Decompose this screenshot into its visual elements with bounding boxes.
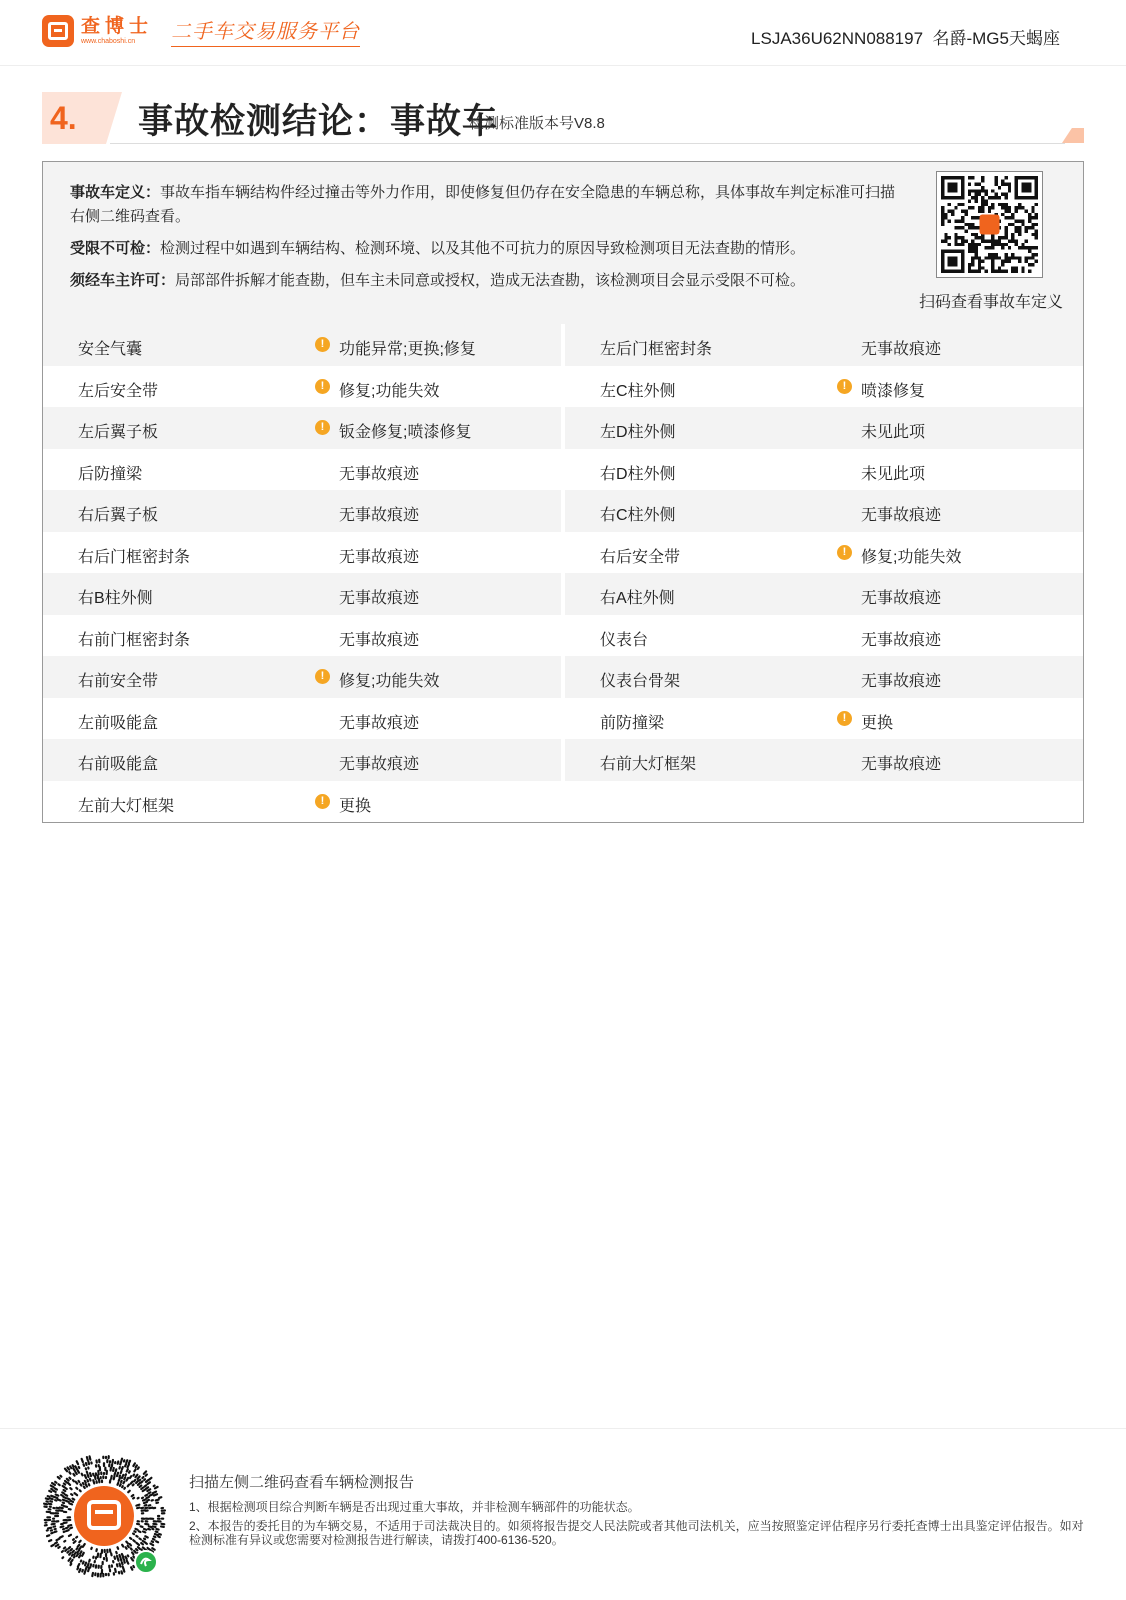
table-row (43, 366, 1083, 408)
inspection-item (565, 449, 1083, 491)
inspection-item (565, 698, 1083, 740)
inspection-item (565, 407, 1083, 449)
item-name: 右前大灯框架 (600, 756, 697, 773)
inspection-item (43, 449, 561, 491)
table-row (43, 656, 1083, 698)
definition-qr-code[interactable] (936, 171, 1043, 278)
item-name: 仪表台骨架 (600, 673, 681, 690)
brand-url: www.chaboshi.cn (81, 38, 136, 45)
item-result: 无事故痕迹 (339, 631, 420, 649)
item-name: 右后安全带 (600, 548, 681, 566)
item-name: 安全气囊 (78, 341, 143, 358)
chaboshi-logo-icon (42, 15, 74, 47)
table-row (43, 781, 1083, 823)
item-result: 无事故痕迹 (339, 548, 420, 566)
table-row (43, 532, 1083, 574)
accident-definition: 事故车定义：事故车指车辆结构件经过撞击等外力作用，即使修复但仍存在安全隐患的车辆总称，具体事故车判定标准可扫描右侧二维码查看。 (70, 184, 896, 225)
inspection-item (43, 615, 561, 657)
inspection-item (43, 573, 561, 615)
exclamation-circle-icon: ! (315, 337, 330, 352)
item-name: 仪表台 (600, 631, 649, 649)
table-row (43, 615, 1083, 657)
item-name: 右A柱外侧 (600, 590, 675, 607)
inspection-table (43, 324, 1083, 822)
item-result: 修复;功能失效 (339, 382, 440, 400)
item-name: 右前门框密封条 (78, 631, 191, 649)
inspection-item (43, 324, 561, 366)
limited-definition: 受限不可检：检测过程中如遇到车辆结构、检测环境、以及其他不可抗力的原因导致检测项目无法查勘的情形。 (70, 240, 806, 257)
inspection-item (565, 781, 1083, 823)
item-name: 前防撞梁 (600, 714, 665, 732)
item-name: 右C柱外侧 (600, 507, 676, 524)
item-result: 修复;功能失效 (861, 548, 962, 566)
definitions-block (43, 162, 1083, 324)
item-name: 左后翼子板 (78, 424, 159, 441)
item-name: 右前吸能盒 (78, 756, 159, 773)
report-mini-program-code[interactable] (42, 1454, 166, 1578)
item-result: 无事故痕迹 (861, 341, 942, 358)
item-result: 无事故痕迹 (339, 590, 420, 607)
inspection-item (565, 656, 1083, 698)
inspection-item (43, 490, 561, 532)
inspection-item (565, 324, 1083, 366)
exclamation-circle-icon: ! (315, 794, 330, 809)
accident-result-panel (42, 161, 1084, 823)
item-name: 右后门框密封条 (78, 548, 191, 566)
page-footer (0, 1428, 1126, 1600)
brand-slogan: 二手车交易服务平台 (171, 15, 360, 47)
item-name: 左前大灯框架 (78, 797, 175, 815)
standard-version: 检测标准版本号V8.8 (469, 115, 605, 132)
table-row (43, 573, 1083, 615)
item-name: 右B柱外侧 (78, 590, 153, 607)
title-divider (110, 143, 1065, 144)
item-result: 无事故痕迹 (339, 756, 420, 773)
table-row (43, 739, 1083, 781)
exclamation-circle-icon: ! (837, 711, 852, 726)
table-row (43, 407, 1083, 449)
item-result: 功能异常;更换;修复 (339, 341, 476, 358)
item-name: 左前吸能盒 (78, 714, 159, 732)
inspection-item (43, 781, 561, 823)
item-result: 无事故痕迹 (861, 756, 942, 773)
inspection-item (565, 573, 1083, 615)
brand-logo[interactable] (42, 15, 360, 47)
inspection-item (43, 366, 561, 408)
item-result: 无事故痕迹 (861, 631, 942, 649)
footer-note-2: 2、本报告的委托目的为车辆交易，不适用于司法裁决目的。如须将报告提交人民法院或者其他司法机关，应当按照鉴定评估程序另行委托查博士出具鉴定评估报告。如对检测标准有异议或您需要对检测报告进行解读，请拨打400-6136-520。 (189, 1519, 1084, 1547)
vin-model-label: LSJA36U62NN088197 名爵-MG5天蝎座 (751, 29, 1060, 48)
item-name: 左D柱外侧 (600, 424, 676, 441)
exclamation-circle-icon: ! (315, 420, 330, 435)
item-result: 无事故痕迹 (861, 673, 942, 690)
item-result: 钣金修复;喷漆修复 (339, 424, 472, 441)
item-result: 无事故痕迹 (339, 714, 420, 732)
item-result: 无事故痕迹 (339, 507, 420, 524)
item-name: 右后翼子板 (78, 507, 159, 524)
item-result: 修复;功能失效 (339, 673, 440, 690)
item-result: 更换 (861, 714, 894, 732)
footer-note-1: 1、根据检测项目综合判断车辆是否出现过重大事故，并非检测车辆部件的功能状态。 (189, 1500, 640, 1514)
item-result: 无事故痕迹 (339, 465, 420, 483)
page-header (0, 0, 1126, 66)
table-row (43, 449, 1083, 491)
exclamation-circle-icon: ! (837, 545, 852, 560)
item-name: 右D柱外侧 (600, 465, 676, 483)
owner-permission-definition: 须经车主许可：局部部件拆解才能查勘，但车主未同意或授权，造成无法查勘，该检测项目会显示受限不可检。 (70, 272, 806, 289)
item-name: 后防撞梁 (78, 465, 143, 483)
inspection-item (565, 739, 1083, 781)
exclamation-circle-icon: ! (837, 379, 852, 394)
inspection-item (43, 739, 561, 781)
item-name: 左后门框密封条 (600, 341, 713, 358)
inspection-item (43, 407, 561, 449)
inspection-item (565, 366, 1083, 408)
inspection-item (43, 698, 561, 740)
brand-name: 查博士 (81, 16, 154, 37)
item-result: 未见此项 (861, 465, 926, 483)
inspection-item (565, 615, 1083, 657)
title-decoration (1062, 128, 1084, 143)
qr-caption: 扫码查看事故车定义 (918, 294, 1063, 311)
table-row (43, 698, 1083, 740)
inspection-item (43, 656, 561, 698)
inspection-item (565, 532, 1083, 574)
item-result: 喷漆修复 (861, 382, 926, 400)
table-row (43, 490, 1083, 532)
inspection-item (43, 532, 561, 574)
exclamation-circle-icon: ! (315, 669, 330, 684)
section-number: 4. (50, 100, 77, 136)
item-name: 左后安全带 (78, 382, 159, 400)
table-row (43, 324, 1083, 366)
item-result: 未见此项 (861, 424, 926, 441)
item-name: 左C柱外侧 (600, 382, 676, 400)
footer-title: 扫描左侧二维码查看车辆检测报告 (189, 1474, 415, 1491)
item-result: 无事故痕迹 (861, 590, 942, 607)
exclamation-circle-icon: ! (315, 379, 330, 394)
inspection-item (565, 490, 1083, 532)
item-name: 右前安全带 (78, 673, 159, 690)
item-result: 无事故痕迹 (861, 507, 942, 524)
section-title (42, 92, 1084, 144)
section-heading: 事故检测结论：事故车 (138, 102, 499, 141)
item-result: 更换 (339, 797, 372, 815)
